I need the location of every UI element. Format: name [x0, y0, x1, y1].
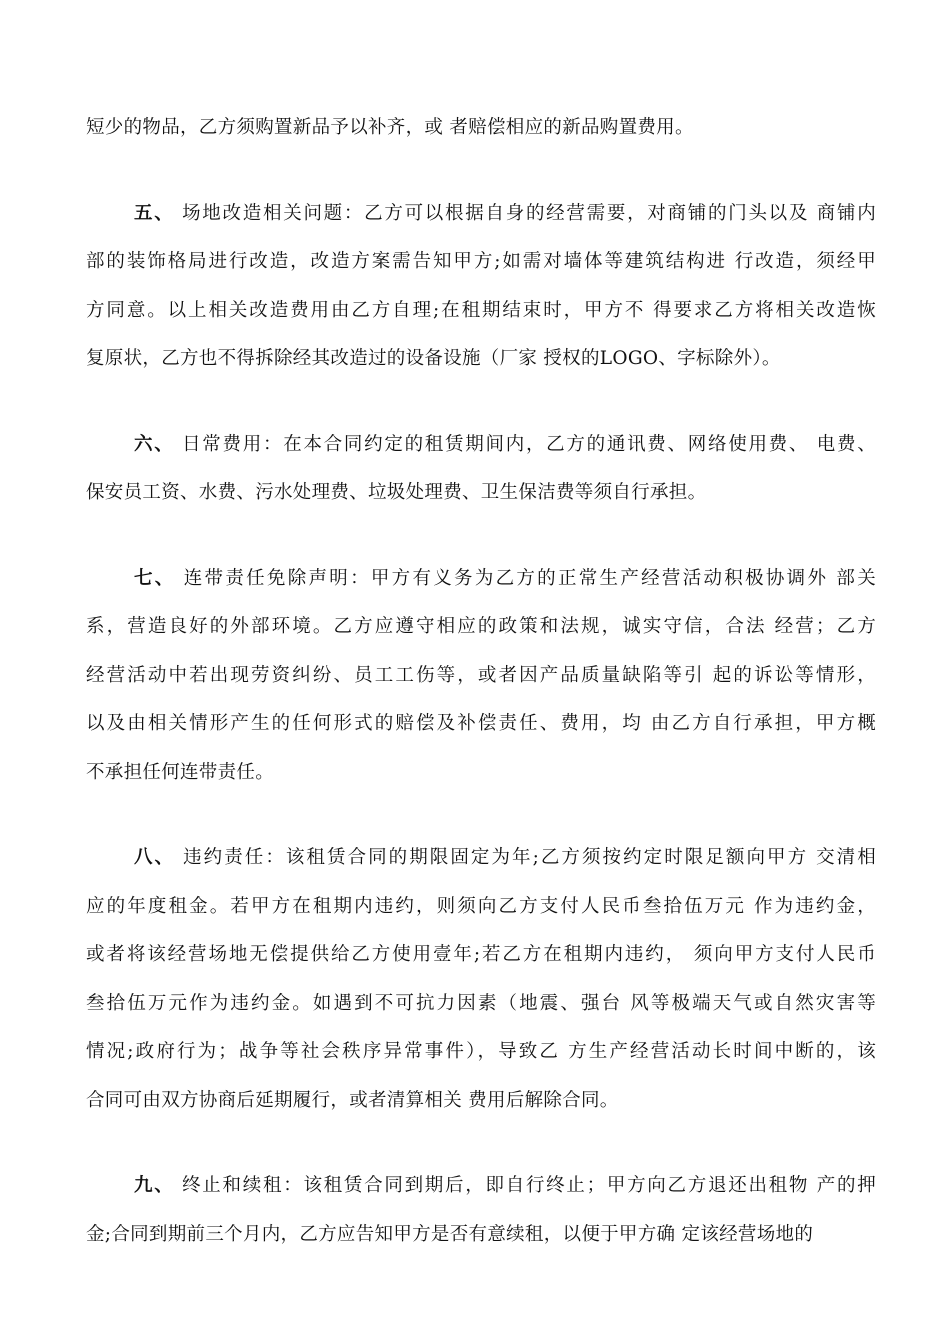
paragraph-line [86, 1077, 876, 1126]
paragraph-gap [86, 797, 876, 834]
paragraph-gap [86, 384, 876, 421]
line-text: 连带责任免除声明：甲方有义务为乙方的正常生产经营活动积极协调外 部关 [183, 567, 876, 589]
line-text: 合同可由双方协商后延期履行，或者清算相关 费用后解除合同。 [86, 1089, 619, 1111]
line-text: 方同意。以上相关改造费用由乙方自理;在租期结束时，甲方不 得要求乙方将相关改造恢 [86, 299, 876, 321]
line-text: 违约责任：该租赁合同的期限固定为年;乙方须按约定时限足额向甲方 交清相 [183, 847, 876, 868]
paragraph-gap [86, 1125, 876, 1162]
line-text: 部的装饰格局进行改造，改造方案需告知甲方;如需对墙体等建筑结构进 行改造，须经甲 [86, 251, 876, 272]
section-number: 九、 [134, 1175, 175, 1196]
paragraph-p8 [86, 834, 876, 1125]
paragraph-line [86, 834, 876, 883]
line-text: 或者将该经营场地无偿提供给乙方使用壹年;若乙方在租期内违约， 须向甲方支付人民币 [86, 944, 876, 965]
paragraph-line [86, 335, 876, 384]
paragraph-line [86, 931, 876, 980]
paragraph-line [86, 980, 876, 1029]
line-text: 不承担任何连带责任。 [86, 761, 275, 783]
paragraph-line [86, 469, 876, 518]
line-text: 短少的物品，乙方须购置新品予以补齐，或 者赔偿相应的新品购置费用。 [86, 117, 694, 138]
paragraph-gap [86, 518, 876, 555]
paragraph-line [86, 104, 876, 153]
paragraph-line [86, 238, 876, 287]
line-text: 场地改造相关问题：乙方可以根据自身的经营需要，对商铺的门头以及 商铺内 [182, 202, 876, 224]
line-text: 情况;政府行为；战争等社会秩序异常事件），导致乙 方生产经营活动长时间中断的，该 [86, 1041, 876, 1062]
line-text: 应的年度租金。若甲方在租期内违约，则须向乙方支付人民币叁拾伍万元 作为违约金， [86, 895, 876, 917]
paragraph-line [86, 1162, 876, 1211]
paragraph-line [86, 1028, 876, 1077]
paragraph-p0 [86, 104, 876, 153]
line-text: 金;合同到期前三个月内，乙方应告知甲方是否有意续租，以便于甲方确 定该经营场地的 [86, 1223, 814, 1245]
line-text: 终止和续租：该租赁合同到期后，即自行终止；甲方向乙方退还出租物 产的押 [182, 1175, 876, 1196]
paragraph-gap [86, 153, 876, 190]
paragraph-p5 [86, 190, 876, 384]
section-number: 八、 [134, 847, 176, 868]
paragraph-line [86, 749, 876, 798]
line-text: 系，营造良好的外部环境。乙方应遵守相应的政策和法规，诚实守信，合法 经营；乙方 [86, 616, 876, 637]
paragraph-line [86, 603, 876, 652]
paragraph-line [86, 883, 876, 932]
section-number: 六、 [134, 433, 175, 455]
paragraph-line [86, 190, 876, 239]
line-text: 经营活动中若出现劳资纠纷、员工工伤等，或者因产品质量缺陷等引 起的诉讼等情形， [86, 664, 876, 686]
section-number: 七、 [134, 567, 176, 589]
line-text: 叁拾伍万元作为违约金。如遇到不可抗力因素（地震、强台 风等极端天气或自然灾害等 [86, 992, 876, 1014]
paragraph-line [86, 287, 876, 336]
line-text: 日常费用：在本合同约定的租赁期间内，乙方的通讯费、网络使用费、 电费、 [182, 433, 876, 455]
paragraph-p7 [86, 555, 876, 798]
paragraph-line [86, 421, 876, 470]
paragraph-line [86, 555, 876, 604]
line-text: 以及由相关情形产生的任何形式的赔偿及补偿责任、费用，均 由乙方自行承担，甲方概 [86, 713, 876, 734]
section-number: 五、 [134, 202, 175, 224]
paragraph-p9 [86, 1162, 876, 1259]
paragraph-p6 [86, 421, 876, 518]
paragraph-line [86, 700, 876, 749]
paragraph-line [86, 652, 876, 701]
line-text: 保安员工资、水费、污水处理费、垃圾处理费、卫生保洁费等须自行承担。 [86, 482, 707, 503]
paragraph-line [86, 1211, 876, 1260]
line-text: 复原状，乙方也不得拆除经其改造过的设备设施（厂家 授权的LOGO、字标除外）。 [86, 348, 781, 369]
document-page [86, 104, 876, 1259]
